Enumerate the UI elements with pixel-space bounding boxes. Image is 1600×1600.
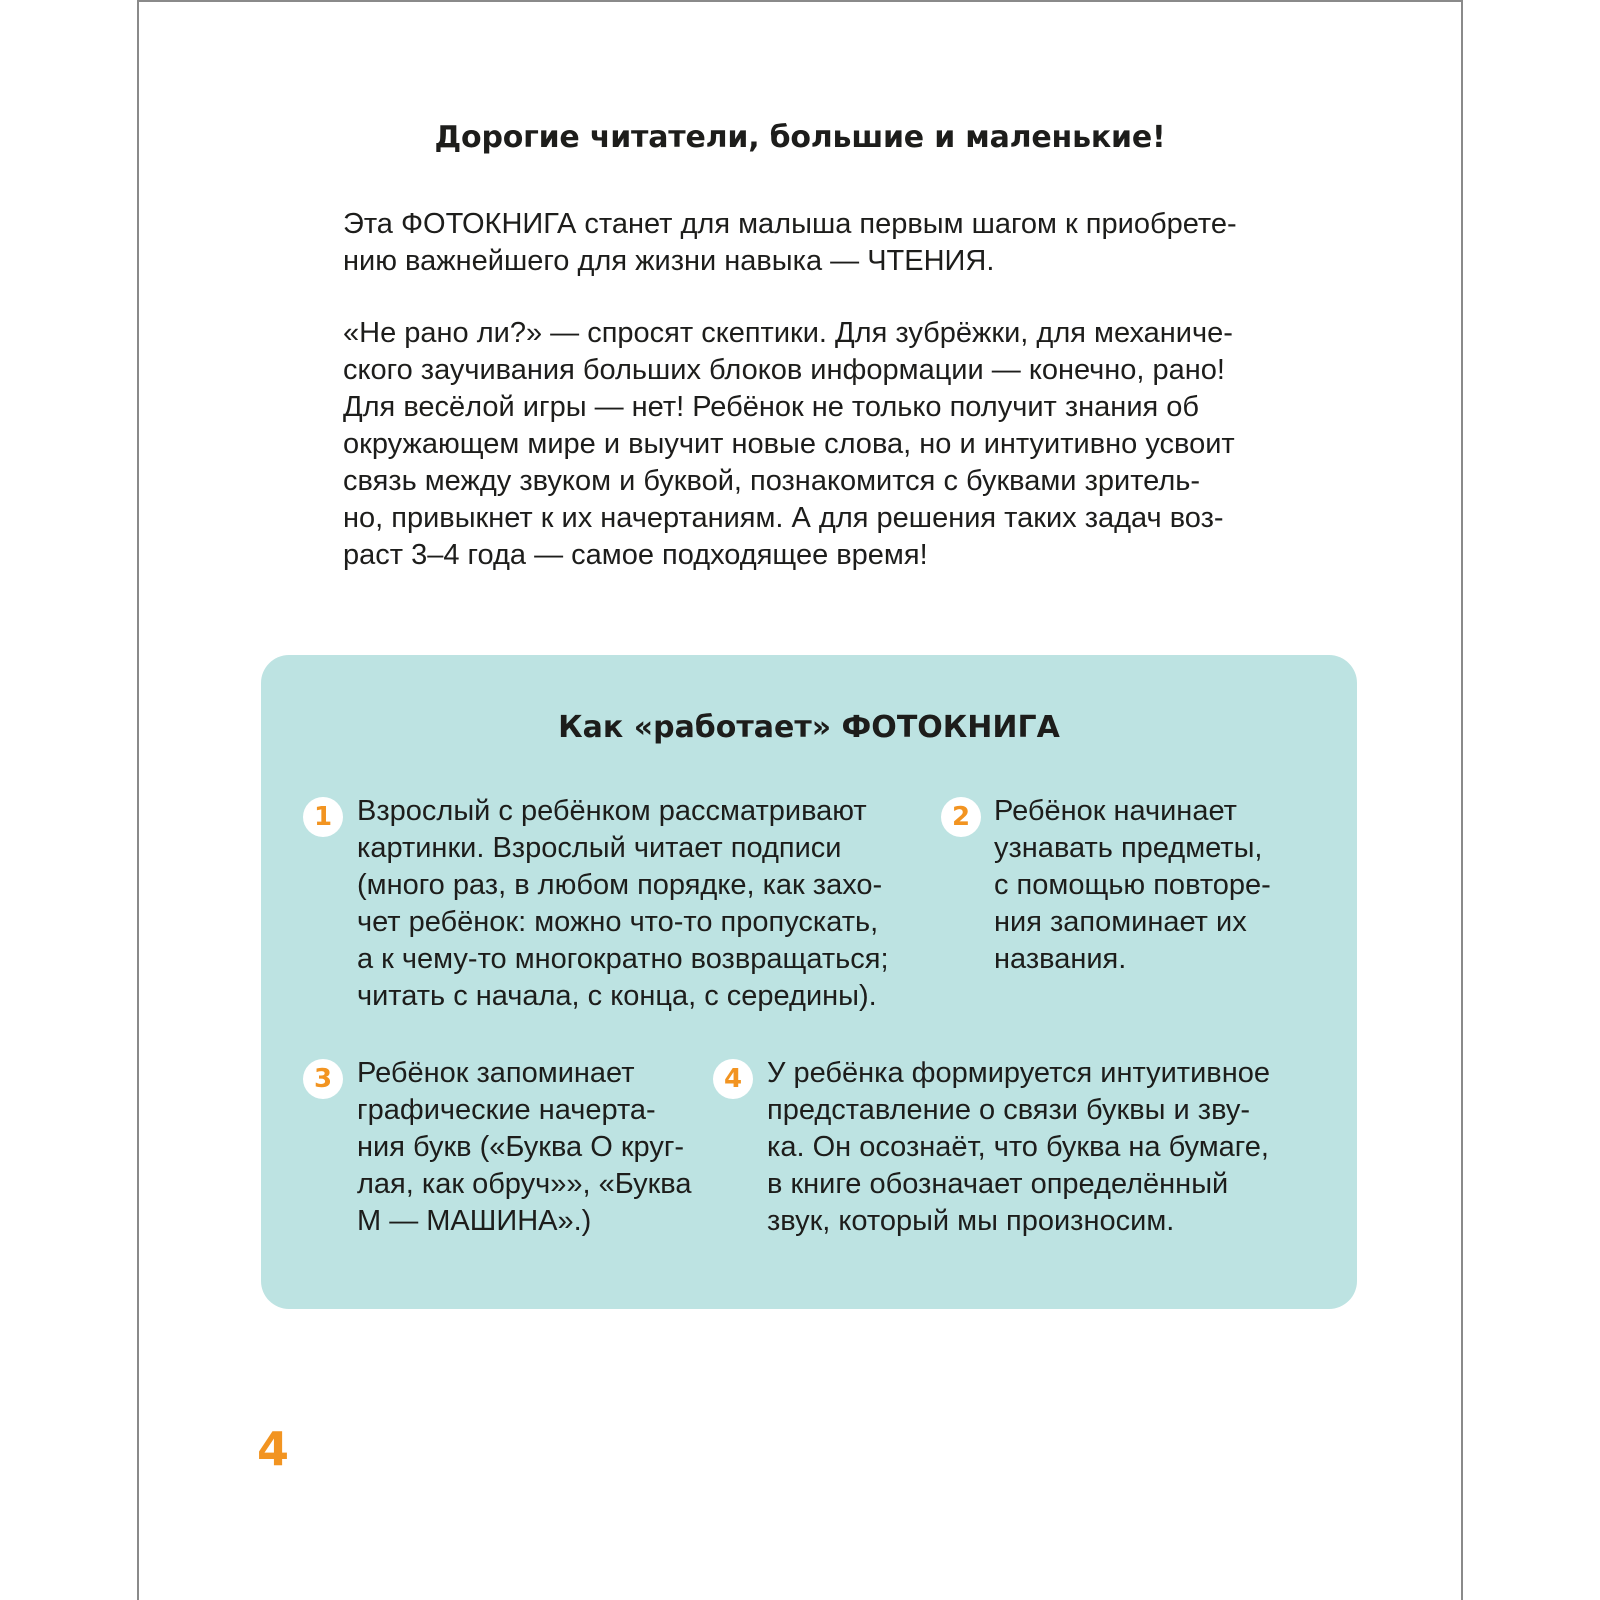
text-line: связь между звуком и буквой, познакомится с буквами зритель- xyxy=(343,465,1201,497)
text-line: графические начерта- xyxy=(357,1094,656,1126)
text-line: а к чему-то многократно возвращаться; xyxy=(357,943,889,975)
step-number-badge: 3 xyxy=(303,1059,343,1099)
text-line: названия. xyxy=(994,943,1127,975)
text-line: Ребёнок запоминает xyxy=(357,1057,635,1089)
text-line: в книге обозначает определённый xyxy=(767,1168,1229,1200)
text-line: ка. Он осознаёт, что буква на бумаге, xyxy=(767,1131,1269,1163)
text-line: картинки. Взрослый читает подписи xyxy=(357,832,842,864)
text-line: но, привыкнет к их начертаниям. А для решения таких задач воз- xyxy=(343,502,1224,534)
box-title: Как «работает» ФОТОКНИГА xyxy=(558,710,1060,745)
text-line: У ребёнка формируется интуитивное xyxy=(767,1057,1270,1089)
intro-paragraph-2 xyxy=(343,315,1243,574)
text-line: (много раз, в любом порядке, как захо- xyxy=(357,869,883,901)
text-line: Эта ФОТОКНИГА станет для малыша первым шагом к приобрете- xyxy=(343,208,1237,240)
text-line: ния букв («Буква О круг- xyxy=(357,1131,685,1163)
text-line: ния запоминает их xyxy=(994,906,1247,938)
step-1-text xyxy=(357,793,889,1015)
text-line: Взрослый с ребёнком рассматривают xyxy=(357,795,867,827)
text-line: звук, который мы произносим. xyxy=(767,1205,1175,1237)
how-it-works-box xyxy=(261,655,1357,1309)
page-number: 4 xyxy=(257,1422,290,1476)
intro-paragraph-1 xyxy=(343,206,1243,280)
step-number-badge: 1 xyxy=(303,797,343,837)
text-line: читать с начала, с конца, с середины). xyxy=(357,980,877,1012)
text-line: окружающем мире и выучит новые слова, но и интуитивно усвоит xyxy=(343,428,1235,460)
text-line: М — МАШИНА».) xyxy=(357,1205,592,1237)
text-line: «Не рано ли?» — спросят скептики. Для зубрёжки, для механиче- xyxy=(343,317,1233,349)
text-line: раст 3–4 года — самое подходящее время! xyxy=(343,539,928,571)
text-line: нию важнейшего для жизни навыка — ЧТЕНИЯ. xyxy=(343,245,995,277)
text-line: ского заучивания больших блоков информации — конечно, рано! xyxy=(343,354,1225,386)
step-2-text xyxy=(994,793,1271,978)
text-line: с помощью повторе- xyxy=(994,869,1271,901)
step-number-badge: 4 xyxy=(713,1059,753,1099)
step-4-text xyxy=(767,1055,1270,1240)
page-heading: Дорогие читатели, большие и маленькие! xyxy=(434,120,1166,155)
text-line: представление о связи буквы и зву- xyxy=(767,1094,1250,1126)
text-line: Ребёнок начинает xyxy=(994,795,1237,827)
text-line: Для весёлой игры — нет! Ребёнок не только получит знания об xyxy=(343,391,1200,423)
step-number-badge: 2 xyxy=(941,797,981,837)
text-line: узнавать предметы, xyxy=(994,832,1263,864)
text-line: лая, как обруч»», «Буква xyxy=(357,1168,692,1200)
step-3-text xyxy=(357,1055,692,1240)
text-line: чет ребёнок: можно что-то пропускать, xyxy=(357,906,879,938)
book-page xyxy=(137,0,1463,1600)
